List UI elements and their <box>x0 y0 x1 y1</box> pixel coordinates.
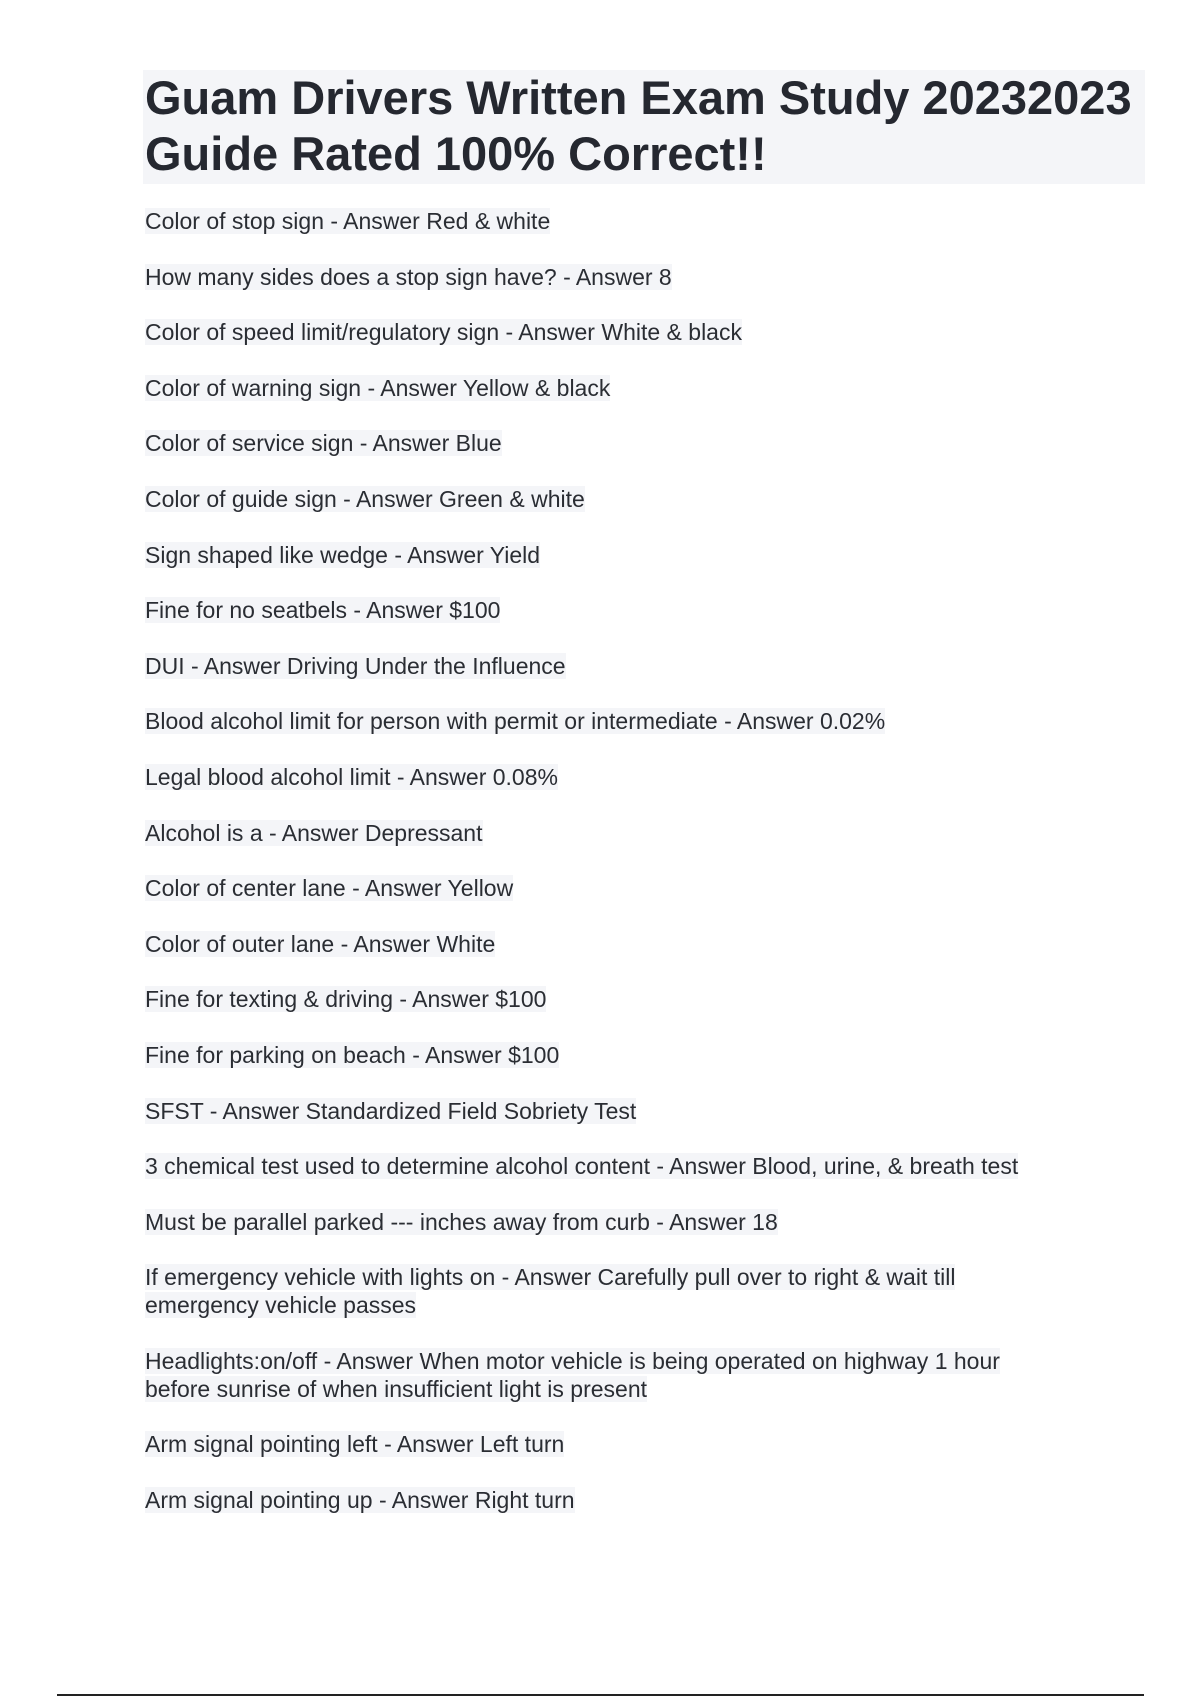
qa-entry-text: Fine for parking on beach - Answer $100 <box>145 1041 560 1068</box>
qa-entry <box>145 1430 1045 1458</box>
qa-entry-text: Fine for no seatbels - Answer $100 <box>145 597 501 624</box>
qa-entry <box>145 874 1045 902</box>
qa-entry <box>145 207 1045 235</box>
qa-entry <box>145 707 1045 735</box>
qa-entry-text: Headlights:on/off - Answer When motor vehicle is being operated on highway 1 hour before sunrise of when insufficient light is present <box>145 1347 1000 1402</box>
qa-entry-text: Arm signal pointing up - Answer Right turn <box>145 1487 575 1514</box>
qa-entry-text: Color of center lane - Answer Yellow <box>145 875 514 902</box>
qa-entry <box>145 1097 1045 1125</box>
qa-entry <box>145 1263 1045 1319</box>
qa-entry-text: Blood alcohol limit for person with permit or intermediate - Answer 0.02% <box>145 708 886 735</box>
qa-entry-text: Color of speed limit/regulatory sign - Answer White & black <box>145 319 742 346</box>
qa-entry-text: Arm signal pointing left - Answer Left turn <box>145 1431 565 1458</box>
qa-entry-text: Must be parallel parked --- inches away from curb - Answer 18 <box>145 1208 778 1235</box>
qa-entry-text: SFST - Answer Standardized Field Sobriety Test <box>145 1097 637 1124</box>
qa-entry <box>145 596 1045 624</box>
qa-entry <box>145 1347 1045 1403</box>
qa-entry-text: Fine for texting & driving - Answer $100 <box>145 986 547 1013</box>
qa-entry <box>145 1486 1045 1514</box>
qa-entry-text: Sign shaped like wedge - Answer Yield <box>145 541 541 568</box>
qa-entry-text: Alcohol is a - Answer Depressant <box>145 819 483 846</box>
title-line-1: Guam Drivers Written Exam Study 20232023 <box>145 71 1132 124</box>
qa-entry-text: Legal blood alcohol limit - Answer 0.08% <box>145 763 558 790</box>
qa-entry <box>145 263 1045 291</box>
qa-entry-text: DUI - Answer Driving Under the Influence <box>145 652 566 679</box>
qa-entry-text: Color of guide sign - Answer Green & white <box>145 485 585 512</box>
qa-entry-text: How many sides does a stop sign have? - Answer 8 <box>145 263 672 290</box>
qa-entry-text: Color of stop sign - Answer Red & white <box>145 208 551 234</box>
qa-entry-text: 3 chemical test used to determine alcohol content - Answer Blood, urine, & breath test <box>145 1153 1019 1180</box>
qa-entry <box>145 652 1045 680</box>
qa-entry <box>145 374 1045 402</box>
qa-entry <box>145 763 1045 791</box>
qa-entry-text: If emergency vehicle with lights on - Answer Carefully pull over to right & wait till emergency vehicle passes <box>145 1264 956 1319</box>
qa-entry <box>145 819 1045 847</box>
page-footer-divider <box>57 1694 1144 1696</box>
qa-entry-text: Color of outer lane - Answer White <box>145 930 496 957</box>
qa-entry <box>145 318 1045 346</box>
qa-entry <box>145 1152 1045 1180</box>
document-title <box>143 70 1145 184</box>
title-line-2: Guide Rated 100% Correct!! <box>145 127 767 180</box>
qa-entry-text: Color of warning sign - Answer Yellow & black <box>145 374 611 401</box>
qa-entry <box>145 541 1045 569</box>
qa-entry <box>145 485 1045 513</box>
qa-entry <box>145 429 1045 457</box>
qa-entry-text: Color of service sign - Answer Blue <box>145 430 502 457</box>
qa-entry <box>145 1041 1045 1069</box>
qa-entry <box>145 985 1045 1013</box>
qa-list <box>145 207 1045 1542</box>
qa-entry <box>145 1208 1045 1236</box>
qa-entry <box>145 930 1045 958</box>
